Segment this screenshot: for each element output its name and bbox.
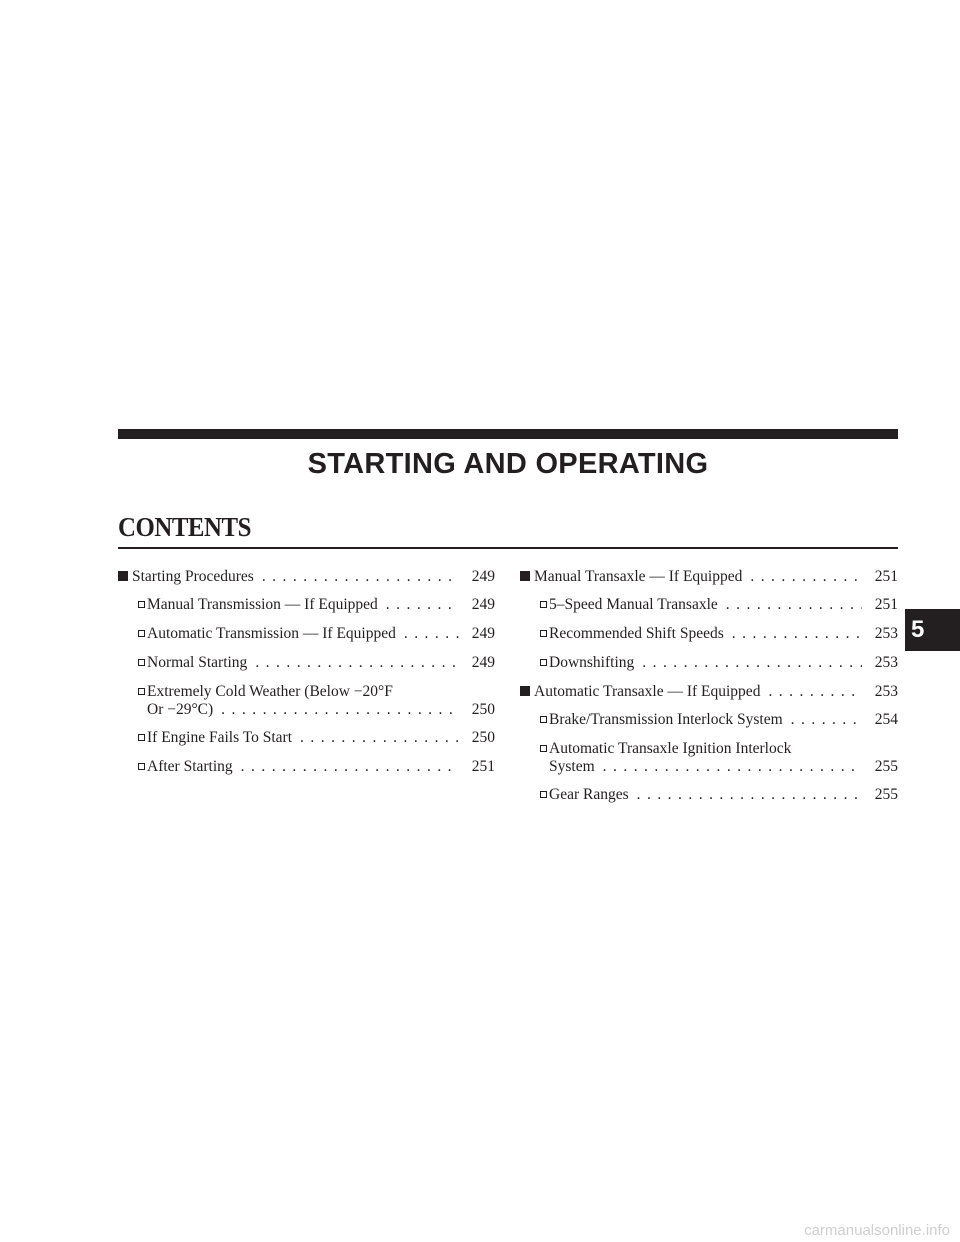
toc-page-number: 250	[471, 729, 495, 746]
hollow-square-bullet-icon	[138, 759, 147, 776]
toc-entry	[520, 654, 898, 672]
toc-entry-title: Brake/Transmission Interlock System	[549, 711, 783, 728]
toc-entry	[520, 596, 898, 614]
toc-entry-title: 5–Speed Manual Transaxle	[549, 596, 718, 613]
toc-entry	[118, 729, 495, 747]
toc-entry-title: Starting Procedures	[132, 568, 254, 585]
dot-leader	[732, 625, 862, 642]
watermark: carmanualsonline.info	[804, 1222, 950, 1239]
toc-entry	[520, 740, 898, 775]
toc-page-number: 251	[874, 596, 898, 613]
toc-entry-title-line1: Extremely Cold Weather (Below −20°F	[147, 683, 393, 700]
dot-leader	[255, 654, 459, 671]
dot-leader	[404, 625, 459, 642]
toc-entry	[118, 568, 495, 585]
dot-leader	[637, 786, 862, 803]
toc-entry-title: Automatic Transmission — If Equipped	[147, 625, 396, 642]
toc-entry-title: Manual Transaxle — If Equipped	[534, 568, 743, 585]
toc-entry	[520, 711, 898, 729]
hollow-square-bullet-icon	[138, 684, 147, 701]
filled-square-bullet-icon	[520, 683, 534, 700]
toc-entry	[118, 683, 495, 718]
toc-page-number: 249	[471, 625, 495, 642]
toc-entry-title: Manual Transmission — If Equipped	[147, 596, 378, 613]
chapter-top-rule	[118, 429, 898, 439]
toc-entry-title: System	[549, 758, 595, 775]
toc-entry-title: Automatic Transaxle — If Equipped	[534, 683, 761, 700]
toc-column-right	[520, 568, 898, 815]
toc-entry	[520, 683, 898, 700]
chapter-tab-number: 5	[911, 616, 925, 643]
toc-page-number: 251	[471, 758, 495, 775]
chapter-title: STARTING AND OPERATING	[307, 448, 709, 480]
dot-leader	[791, 711, 862, 728]
toc-entry	[118, 758, 495, 776]
toc-entry-title: Or −29°C)	[147, 701, 214, 718]
dot-leader	[262, 568, 459, 585]
toc-page-number: 255	[874, 758, 898, 775]
chapter-tab	[905, 609, 960, 651]
dot-leader	[386, 596, 459, 613]
dot-leader	[241, 758, 459, 775]
hollow-square-bullet-icon	[138, 730, 147, 747]
hollow-square-bullet-icon	[540, 741, 549, 758]
dot-leader	[603, 758, 862, 775]
contents-rule	[118, 547, 898, 549]
toc-entry	[118, 625, 495, 643]
toc-entry	[118, 596, 495, 614]
dot-leader	[750, 568, 862, 585]
hollow-square-bullet-icon	[540, 597, 549, 614]
toc-entry	[118, 654, 495, 672]
toc-page-number: 250	[471, 701, 495, 718]
dot-leader	[221, 701, 459, 718]
hollow-square-bullet-icon	[138, 655, 147, 672]
toc-page-number: 249	[471, 596, 495, 613]
toc-page-number: 253	[874, 625, 898, 642]
hollow-square-bullet-icon	[540, 712, 549, 729]
toc-entry-title: After Starting	[147, 758, 233, 775]
toc-entry-title: Normal Starting	[147, 654, 248, 671]
toc-column-left	[118, 568, 495, 787]
toc-entry	[520, 625, 898, 643]
hollow-square-bullet-icon	[540, 655, 549, 672]
toc-page-number: 253	[874, 683, 898, 700]
hollow-square-bullet-icon	[138, 597, 147, 614]
toc-page-number: 249	[471, 568, 495, 585]
toc-page-number: 254	[874, 711, 898, 728]
toc-page-number: 249	[471, 654, 495, 671]
toc-entry-title: Recommended Shift Speeds	[549, 625, 724, 642]
toc-entry-title: Gear Ranges	[549, 786, 629, 803]
dot-leader	[768, 683, 862, 700]
filled-square-bullet-icon	[520, 568, 534, 585]
toc-page-number: 253	[874, 654, 898, 671]
toc-entry	[520, 568, 898, 585]
hollow-square-bullet-icon	[138, 626, 147, 643]
hollow-square-bullet-icon	[540, 787, 549, 804]
hollow-square-bullet-icon	[540, 626, 549, 643]
toc-entry-title: If Engine Fails To Start	[147, 729, 293, 746]
filled-square-bullet-icon	[118, 568, 132, 585]
dot-leader	[642, 654, 862, 671]
toc-page-number: 255	[874, 786, 898, 803]
toc-entry	[520, 786, 898, 804]
toc-entry-title: Downshifting	[549, 654, 635, 671]
dot-leader	[300, 729, 459, 746]
dot-leader	[726, 596, 862, 613]
contents-heading: CONTENTS	[118, 512, 251, 542]
toc-entry-title-line1: Automatic Transaxle Ignition Interlock	[549, 740, 792, 757]
toc-page-number: 251	[874, 568, 898, 585]
